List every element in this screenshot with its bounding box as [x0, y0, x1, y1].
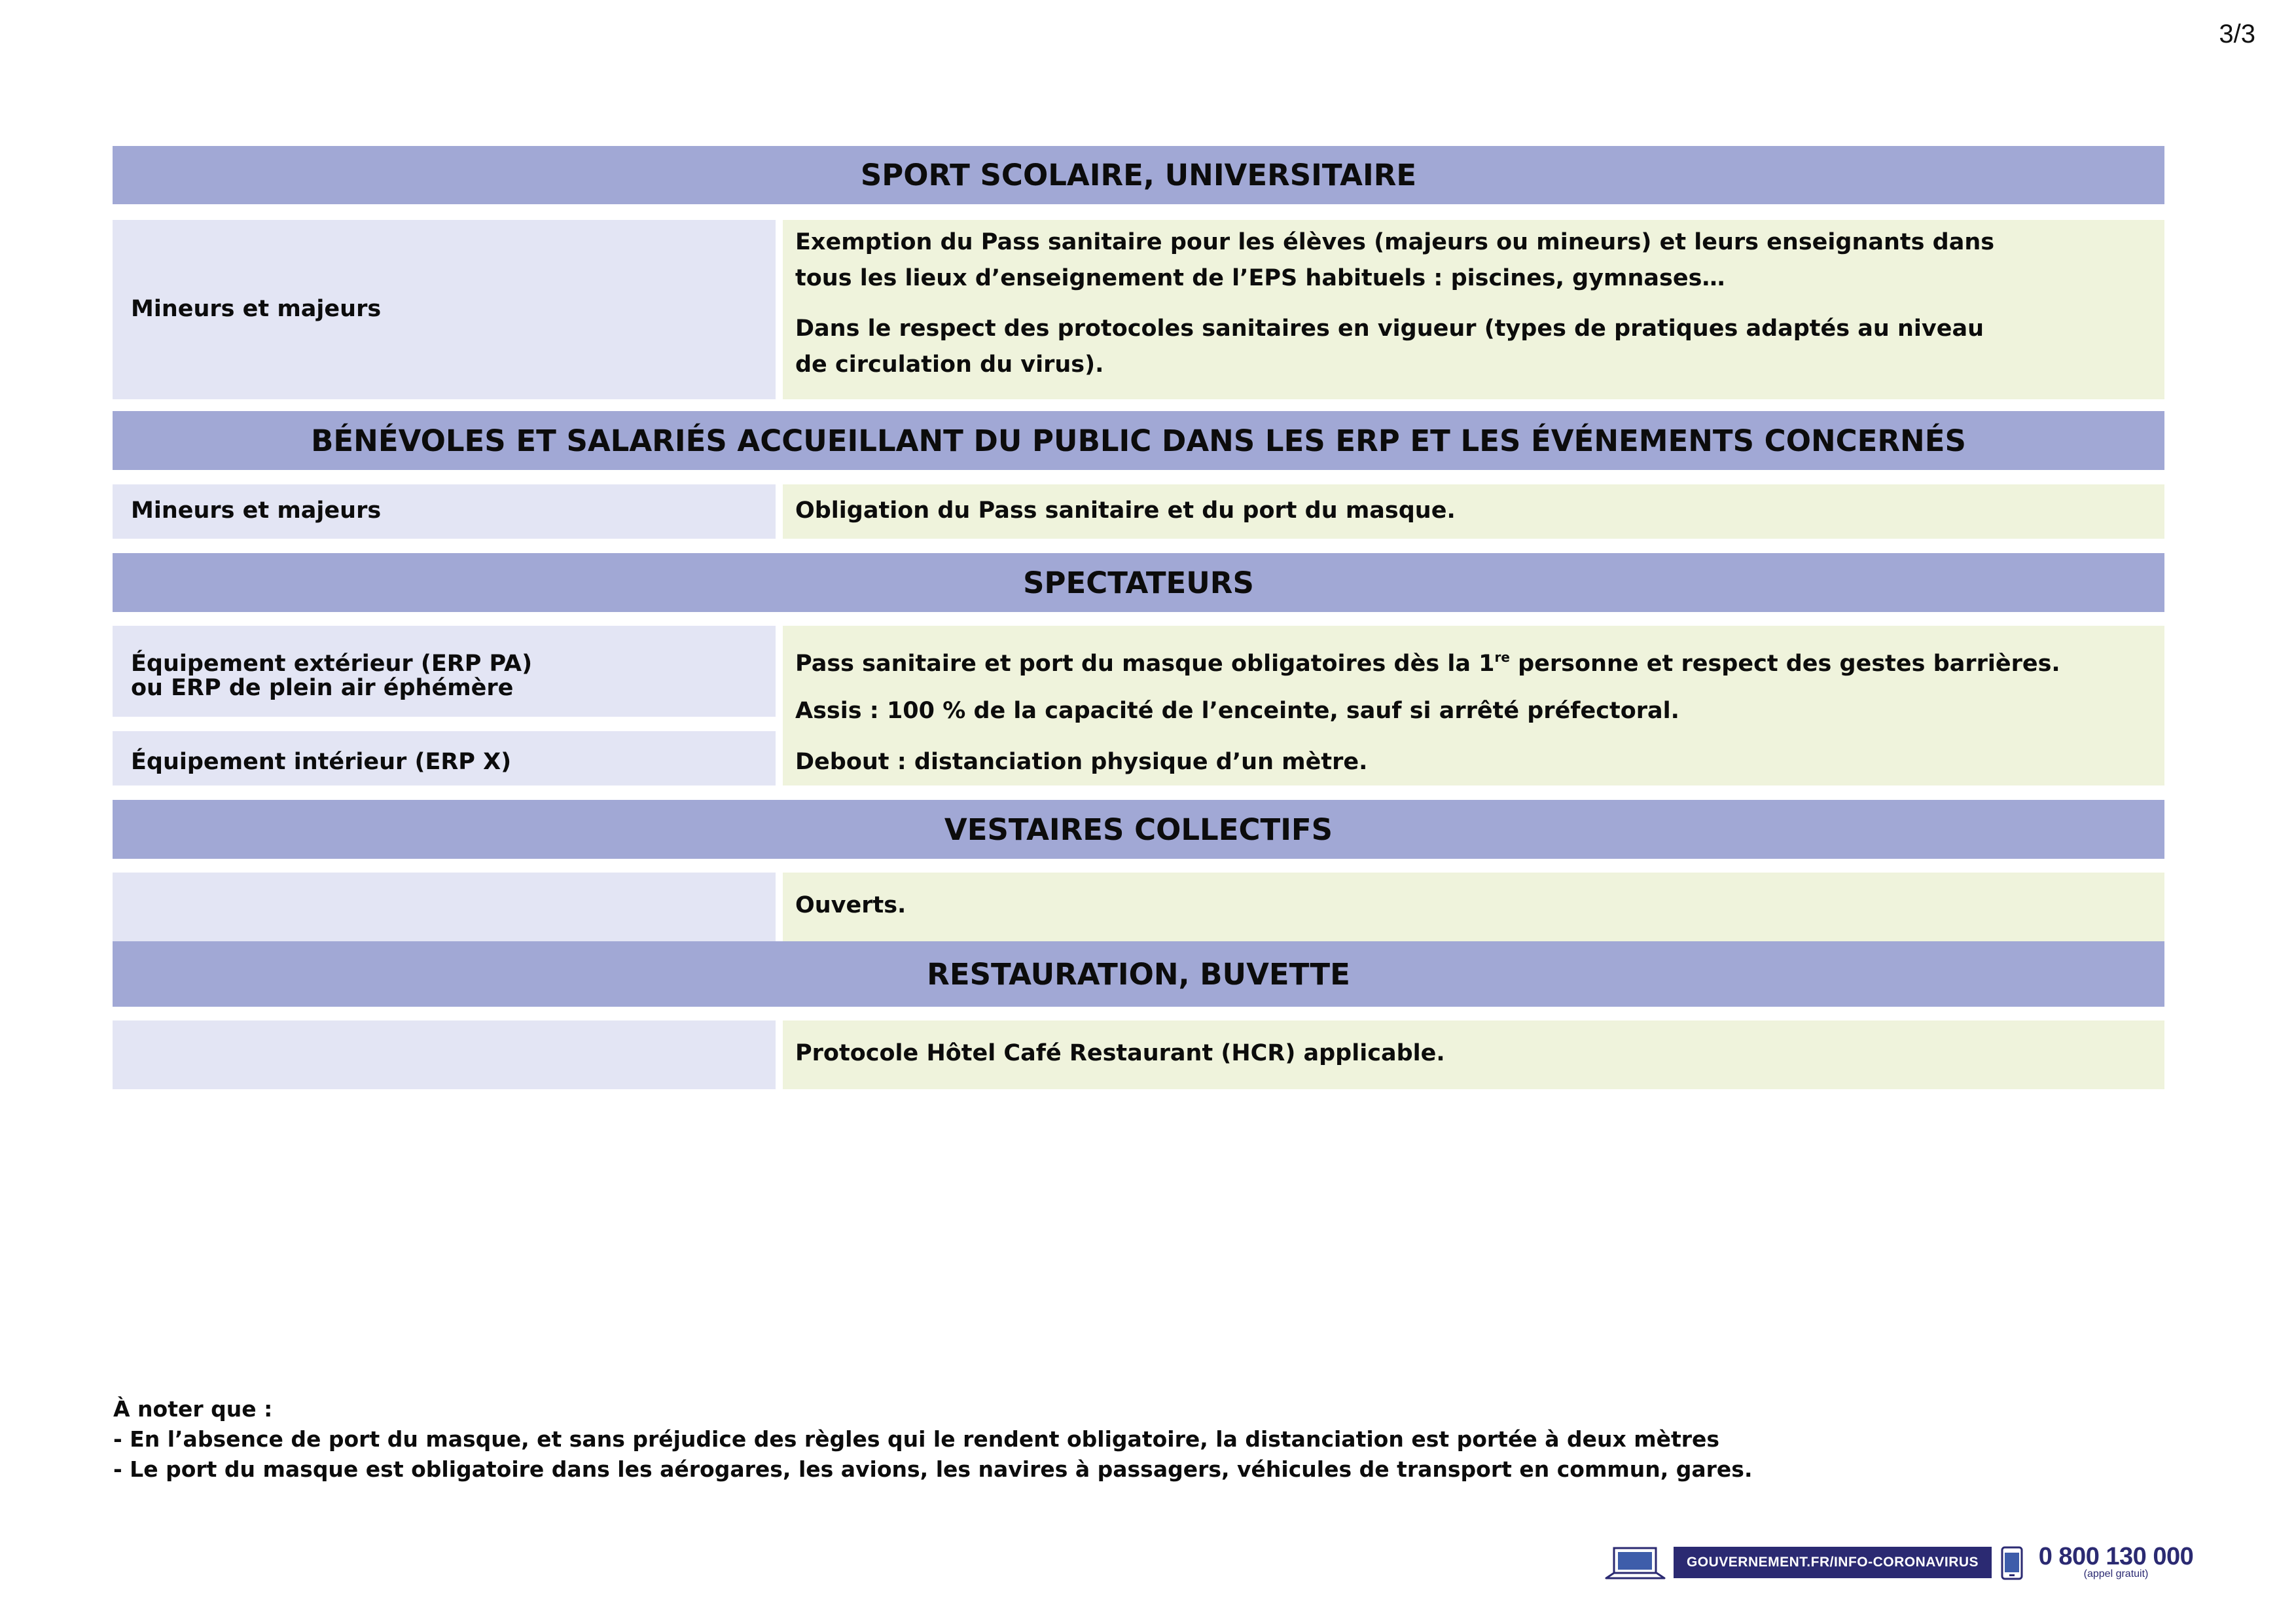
- hotline: [2031, 1545, 2201, 1580]
- notes-block: [113, 1394, 1753, 1485]
- audience-label: Équipement extérieur (ERP PA): [131, 651, 533, 677]
- rule-cell: [783, 1020, 2164, 1089]
- rule-text-line: Exemption du Pass sanitaire pour les élèves (majeurs ou mineurs) et leurs enseignants dans: [795, 229, 1995, 255]
- note-item: - En l’absence de port du masque, et sans préjudice des règles qui le rendent obligatoire, la distanciation est portée à deux mètres: [113, 1426, 1720, 1452]
- hotline-note: (appel gratuit): [2083, 1568, 2149, 1579]
- rule-text-line: Debout : distanciation physique d’un mètre.: [795, 749, 1368, 775]
- section-header-sport-scolaire: [113, 146, 2164, 204]
- audience-label: Équipement intérieur (ERP X): [131, 749, 512, 775]
- section-title: VESTAIRES COLLECTIFS: [944, 812, 1333, 847]
- notes-heading: À noter que :: [113, 1396, 273, 1422]
- rule-cell: [783, 220, 2164, 399]
- audience-cell-empty: [113, 873, 776, 941]
- rule-text-line: [795, 651, 2060, 677]
- section-title: SPORT SCOLAIRE, UNIVERSITAIRE: [860, 158, 1417, 192]
- page-number: 3/3: [2219, 20, 2255, 48]
- rule-text-line: de circulation du virus).: [795, 352, 1104, 378]
- rule-cell: [783, 626, 2164, 785]
- audience-cell: [113, 220, 776, 399]
- rule-text-line: tous les lieux d’enseignement de l’EPS habituels : piscines, gymnases…: [795, 265, 1725, 291]
- audience-label: Mineurs et majeurs: [131, 296, 382, 322]
- ordinal-suffix: re: [1494, 649, 1510, 665]
- hotline-number: 0 800 130 000: [2038, 1543, 2194, 1570]
- audience-cell: [113, 484, 776, 539]
- section-header-vestiaires: [113, 800, 2164, 859]
- section-title: BÉNÉVOLES ET SALARIÉS ACCUEILLANT DU PUBLIC DANS LES ERP ET LES ÉVÉNEMENTS CONCERNÉS: [311, 423, 1966, 458]
- rule-text-line: Dans le respect des protocoles sanitaires en vigueur (types de pratiques adaptés au niveau: [795, 316, 1984, 342]
- footer-contact: [1605, 1545, 2207, 1584]
- rule-text: personne et respect des gestes barrières.: [1509, 651, 2060, 677]
- rule-text-line: Protocole Hôtel Café Restaurant (HCR) applicable.: [795, 1040, 1445, 1066]
- section-title: RESTAURATION, BUVETTE: [927, 956, 1350, 992]
- rule-text-line: Assis : 100 % de la capacité de l’enceinte, sauf si arrêté préfectoral.: [795, 698, 1679, 724]
- laptop-icon: [1605, 1547, 1666, 1579]
- rule-text-line: Ouverts.: [795, 892, 906, 918]
- section-header-benevoles: [113, 411, 2164, 470]
- rule-cell: [783, 484, 2164, 539]
- note-item: - Le port du masque est obligatoire dans les aérogares, les avions, les navires à passagers, véhicules de transport en commun, gares.: [113, 1456, 1753, 1482]
- website-banner: GOUVERNEMENT.FR/INFO-CORONAVIRUS: [1674, 1547, 1992, 1578]
- audience-cell-outdoor: [113, 626, 776, 717]
- section-header-spectateurs: [113, 553, 2164, 612]
- rule-text-line: Obligation du Pass sanitaire et du port du masque.: [795, 497, 1456, 524]
- phone-icon: [2001, 1546, 2023, 1580]
- audience-label: ou ERP de plein air éphémère: [131, 675, 514, 701]
- section-header-restauration: [113, 941, 2164, 1007]
- rule-cell: [783, 873, 2164, 941]
- section-title: SPECTATEURS: [1023, 565, 1254, 600]
- rule-text: Pass sanitaire et port du masque obligatoires dès la 1: [795, 651, 1495, 677]
- audience-cell-indoor: [113, 731, 776, 785]
- audience-label: Mineurs et majeurs: [131, 497, 382, 524]
- audience-cell-empty: [113, 1020, 776, 1089]
